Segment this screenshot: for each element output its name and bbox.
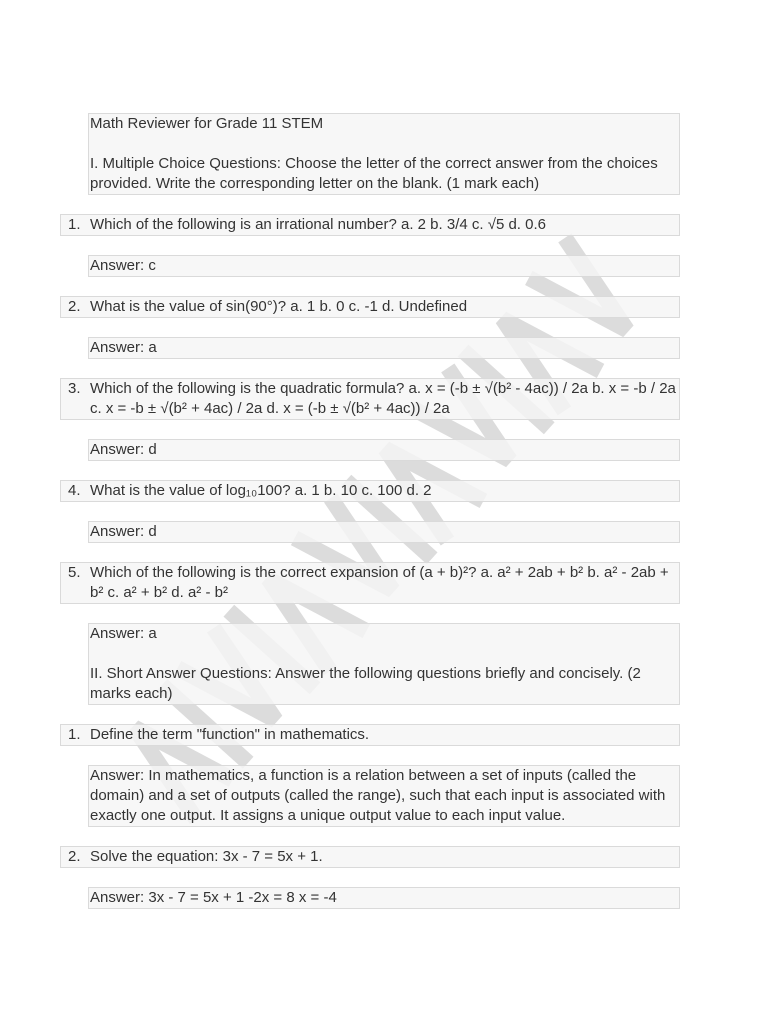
question-number: 4. bbox=[68, 482, 81, 499]
question-item bbox=[60, 846, 680, 868]
answer-text: Answer: a bbox=[90, 625, 157, 642]
answer-block bbox=[88, 521, 680, 543]
answer-text: Answer: a bbox=[90, 339, 157, 356]
intro-block bbox=[88, 113, 680, 195]
document-title: Math Reviewer for Grade 11 STEM bbox=[90, 115, 324, 132]
question-number: 2. bbox=[68, 848, 81, 865]
answer-block bbox=[88, 623, 680, 705]
answer-block bbox=[88, 255, 680, 277]
question-text: Which of the following is an irrational number? a. 2 b. 3/4 c. √5 d. 0.6 bbox=[90, 216, 546, 233]
question-text: What is the value of sin(90°)? a. 1 b. 0 c. -1 d. Undefined bbox=[90, 298, 468, 315]
question-item bbox=[60, 562, 680, 604]
answer-text: Answer: c bbox=[90, 257, 156, 274]
question-text: Which of the following is the correct expansion of (a + b)²? a. a² + 2ab + b² b. a² - 2ab + b² c. a² + b² d. a² - b² bbox=[90, 564, 669, 601]
answer-text: Answer: d bbox=[90, 441, 157, 458]
question-text: Define the term "function" in mathematics. bbox=[90, 726, 370, 743]
section-heading-multiple-choice: I. Multiple Choice Questions: Choose the letter of the correct answer from the choices provided. Write the corresponding letter on the blank. (1 mark each) bbox=[90, 155, 658, 192]
question-text: Solve the equation: 3x - 7 = 5x + 1. bbox=[90, 848, 323, 865]
question-text: Which of the following is the quadratic formula? a. x = (-b ± √(b² - 4ac)) / 2a b. x = -b / 2a c. x = -b ± √(b² + 4ac) / 2a d. x = (-b ± √(b² + 4ac)) / 2a bbox=[90, 380, 676, 417]
question-item bbox=[60, 296, 680, 318]
answer-block bbox=[88, 887, 680, 909]
question-number: 5. bbox=[68, 564, 81, 581]
answer-text: Answer: 3x - 7 = 5x + 1 -2x = 8 x = -4 bbox=[90, 889, 337, 906]
answer-text: Answer: In mathematics, a function is a relation between a set of inputs (called the domain) and a set of outputs (called the range), such that each input is associated with exactly one output. It assigns a unique output value to each input value. bbox=[90, 767, 666, 824]
answer-block bbox=[88, 765, 680, 827]
question-item bbox=[60, 214, 680, 236]
question-number: 1. bbox=[68, 726, 81, 743]
section-heading-short-answer: II. Short Answer Questions: Answer the following questions briefly and concisely. (2 marks each) bbox=[90, 665, 641, 702]
answer-block bbox=[88, 337, 680, 359]
question-item bbox=[60, 724, 680, 746]
answer-text: Answer: d bbox=[90, 523, 157, 540]
question-item bbox=[60, 480, 680, 502]
question-number: 2. bbox=[68, 298, 81, 315]
question-number: 1. bbox=[68, 216, 81, 233]
question-text: What is the value of log₁₀100? a. 1 b. 10 c. 100 d. 2 bbox=[90, 482, 432, 499]
question-number: 3. bbox=[68, 380, 81, 397]
document-content bbox=[0, 113, 768, 928]
answer-block bbox=[88, 439, 680, 461]
question-item bbox=[60, 378, 680, 420]
